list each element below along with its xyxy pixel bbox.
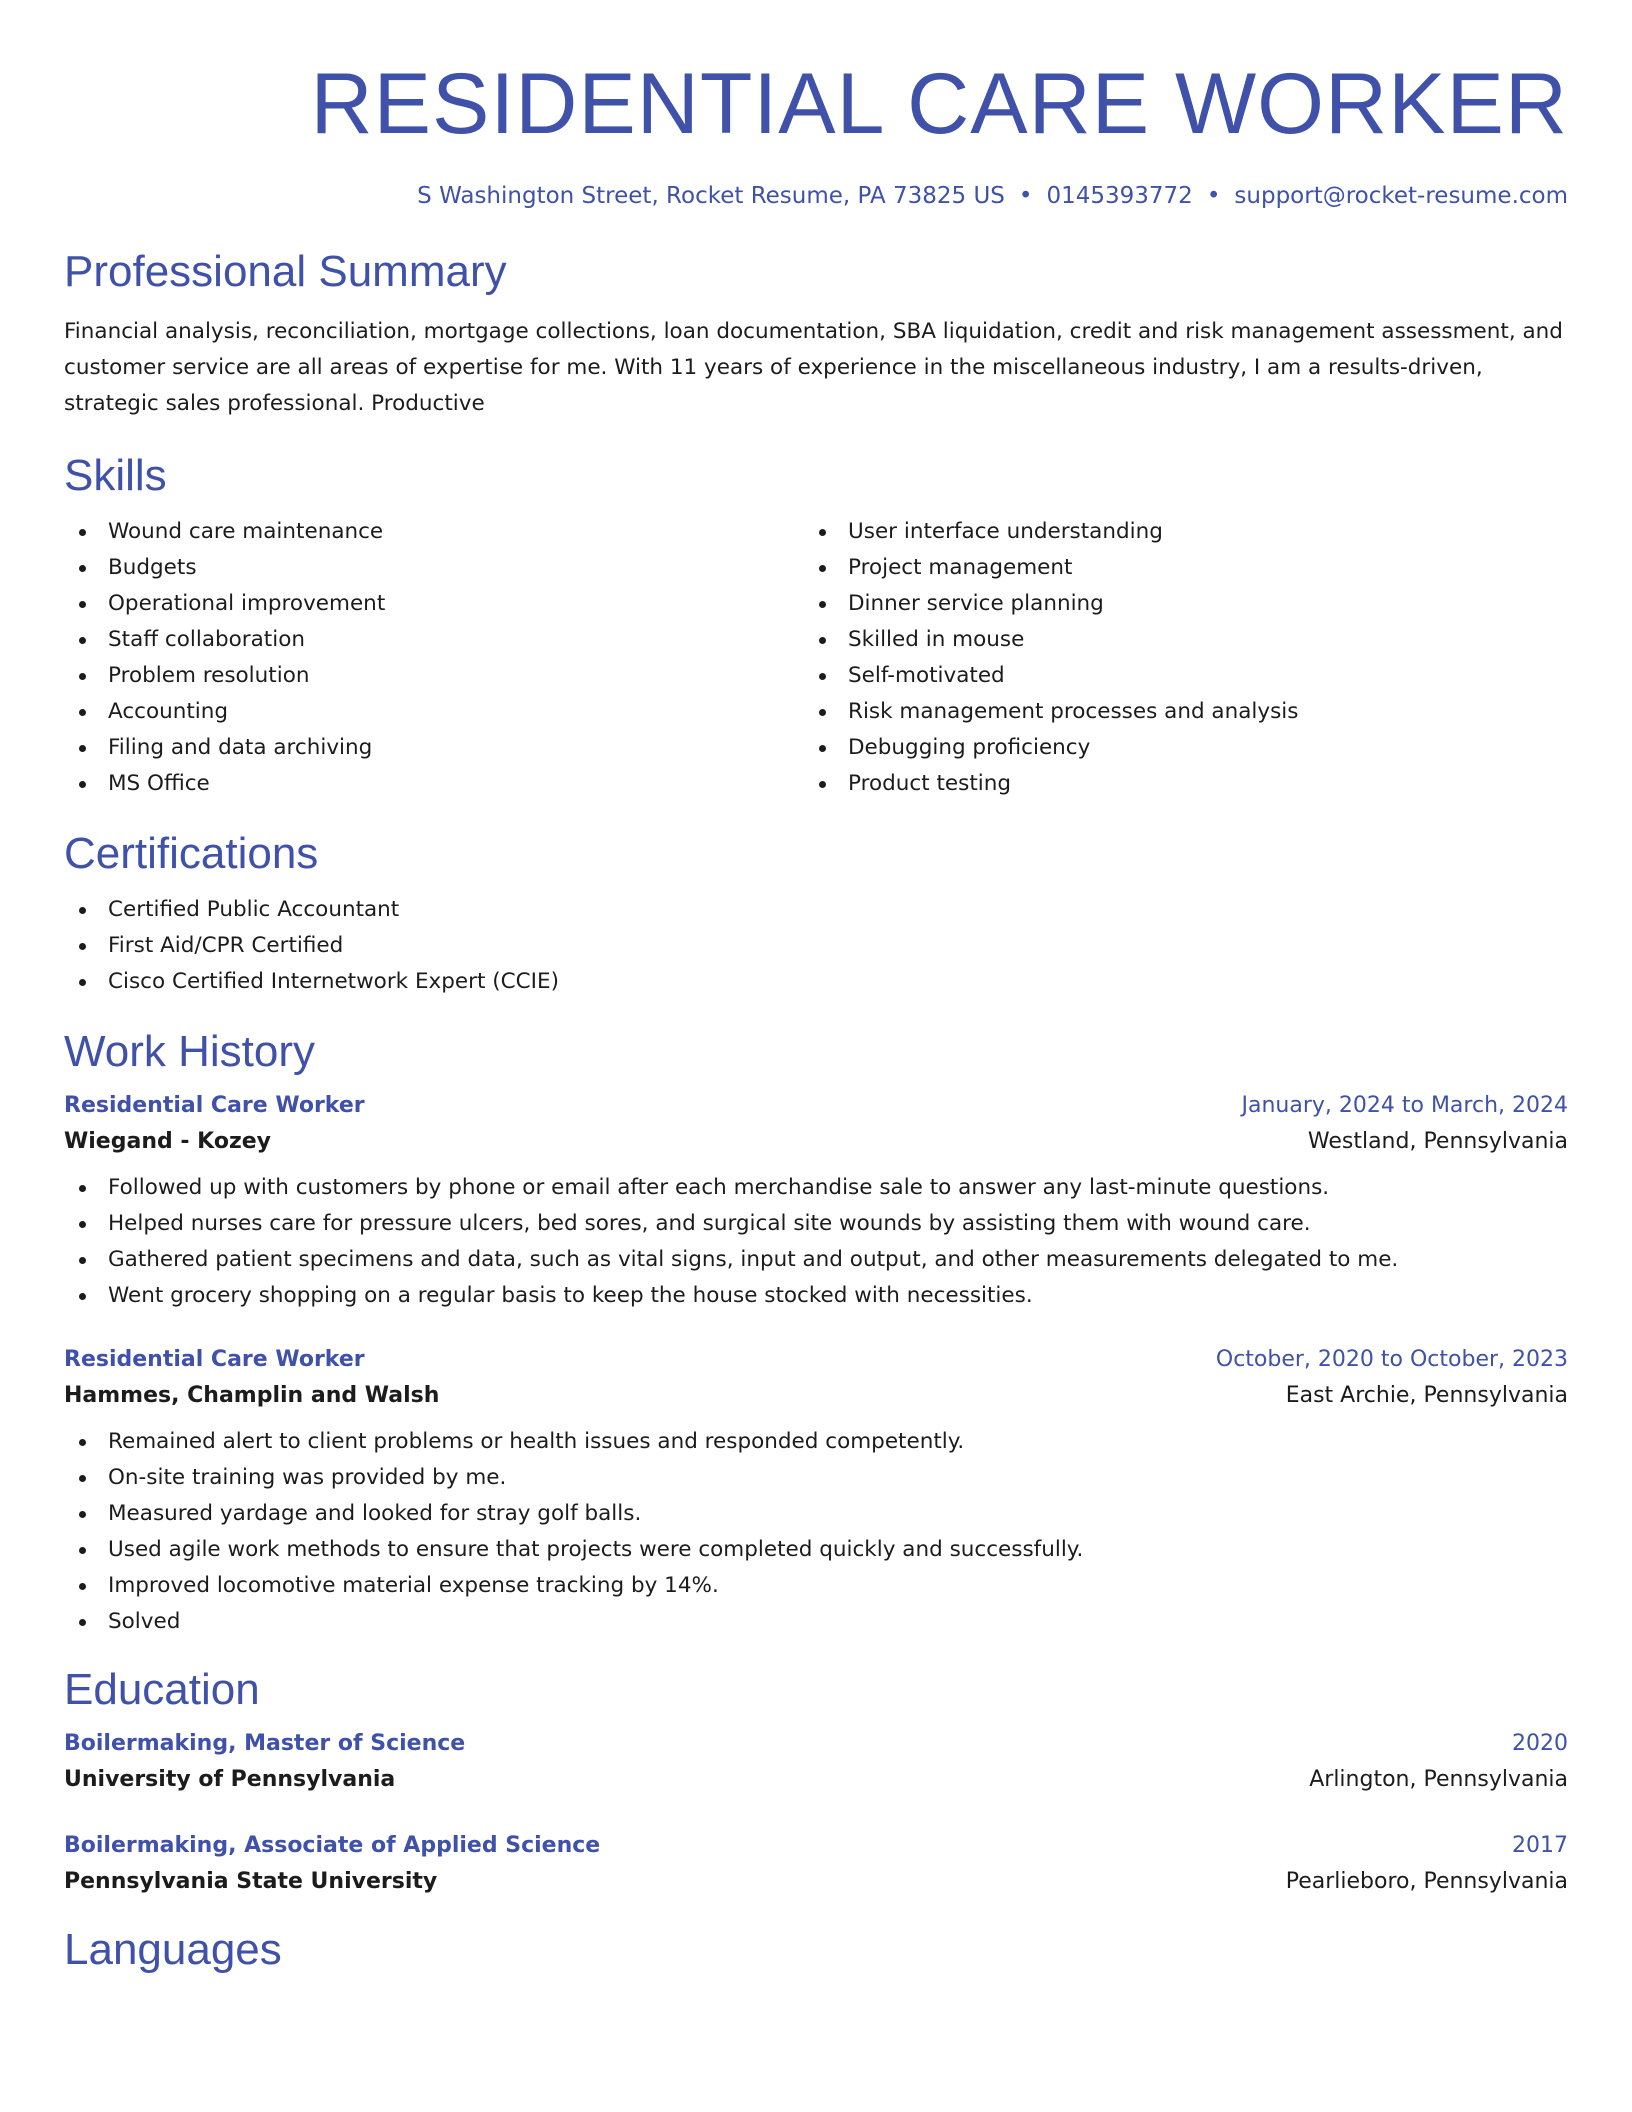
skill-item: Wound care maintenance	[64, 514, 804, 550]
skill-item: Accounting	[64, 694, 804, 730]
skill-item: Budgets	[64, 550, 804, 586]
resume-title: RESIDENTIAL CARE WORKER	[310, 56, 1568, 152]
job-bullets	[64, 1170, 1568, 1314]
job-bullet: Went grocery shopping on a regular basis to keep the house stocked with necessities.	[64, 1278, 1568, 1314]
job-bullet: Helped nurses care for pressure ulcers, bed sores, and surgical site wounds by assisting them with wound care.	[64, 1206, 1568, 1242]
education-entry	[64, 1830, 1568, 1902]
skill-item: Project management	[804, 550, 1544, 586]
education-location: Arlington, Pennsylvania	[1309, 1767, 1568, 1792]
certifications-list	[64, 892, 1568, 1000]
summary-text: Financial analysis, reconciliation, mortgage collections, loan documentation, SBA liquidation, credit and risk management assessment, and customer service are all areas of expertise for me. With 11 years of experience in the miscellaneous industry, I am a results-driven, strategic sales professional. Productive	[64, 319, 1563, 416]
job-entry	[64, 1344, 1568, 1640]
job-entry	[64, 1090, 1568, 1314]
job-bullet: Measured yardage and looked for stray golf balls.	[64, 1496, 1568, 1532]
skill-item: Skilled in mouse	[804, 622, 1544, 658]
skills-list-right	[804, 514, 1544, 802]
job-dates: October, 2020 to October, 2023	[1215, 1347, 1568, 1372]
education-entry	[64, 1728, 1568, 1800]
skills-list-left	[64, 514, 804, 802]
job-bullets	[64, 1424, 1568, 1640]
skill-item: Filing and data archiving	[64, 730, 804, 766]
job-bullet: Followed up with customers by phone or email after each merchandise sale to answer any last-minute questions.	[64, 1170, 1568, 1206]
section-heading-summary: Professional Summary	[64, 247, 507, 296]
education-section	[64, 1662, 1568, 1902]
certification-item: Certified Public Accountant	[64, 892, 1568, 928]
education-degree: Boilermaking, Associate of Applied Science	[64, 1833, 601, 1858]
section-heading-work-history: Work History	[64, 1027, 315, 1076]
contact-phone: 0145393772	[1046, 183, 1193, 209]
contact-separator: •	[1206, 183, 1221, 209]
contact-address: S Washington Street, Rocket Resume, PA 73825 US	[417, 183, 1005, 209]
education-subheader	[64, 1760, 1568, 1800]
skill-item: Staff collaboration	[64, 622, 804, 658]
job-bullet: Improved locomotive material expense tracking by 14%.	[64, 1568, 1568, 1604]
job-bullet: Used agile work methods to ensure that projects were completed quickly and successfully.	[64, 1532, 1568, 1568]
job-bullet: Remained alert to client problems or health issues and responded competently.	[64, 1424, 1568, 1460]
job-title: Residential Care Worker	[64, 1093, 365, 1118]
certification-item: Cisco Certified Internetwork Expert (CCIE)	[64, 964, 1568, 1000]
education-school: Pennsylvania State University	[64, 1869, 438, 1894]
skill-item: Debugging proficiency	[804, 730, 1544, 766]
section-heading-certifications: Certifications	[64, 829, 319, 878]
contact-line	[64, 180, 1568, 212]
work-history-section	[64, 1024, 1568, 1640]
summary-section	[64, 244, 1568, 422]
certifications-section	[64, 826, 1568, 1000]
skills-columns	[64, 514, 1568, 802]
job-title: Residential Care Worker	[64, 1347, 365, 1372]
education-year: 2017	[1512, 1833, 1568, 1858]
job-bullet: Solved	[64, 1604, 1568, 1640]
languages-section	[64, 1922, 1568, 1978]
job-subheader	[64, 1376, 1568, 1416]
skill-item: Risk management processes and analysis	[804, 694, 1544, 730]
job-dates: January, 2024 to March, 2024	[1241, 1093, 1568, 1118]
skill-item: Dinner service planning	[804, 586, 1544, 622]
job-bullet: On-site training was provided by me.	[64, 1460, 1568, 1496]
education-degree: Boilermaking, Master of Science	[64, 1731, 466, 1756]
education-header	[64, 1728, 1568, 1760]
job-location: East Archie, Pennsylvania	[1285, 1383, 1568, 1408]
contact-email[interactable]: support@rocket-resume.com	[1234, 183, 1568, 209]
skill-item: Product testing	[804, 766, 1544, 802]
job-bullet: Gathered patient specimens and data, such as vital signs, input and output, and other measurements delegated to me.	[64, 1242, 1568, 1278]
skill-item: Self-motivated	[804, 658, 1544, 694]
job-header	[64, 1344, 1568, 1376]
education-subheader	[64, 1862, 1568, 1902]
education-year: 2020	[1512, 1731, 1568, 1756]
contact-separator: •	[1018, 183, 1033, 209]
job-company: Wiegand - Kozey	[64, 1129, 272, 1154]
skill-item: User interface understanding	[804, 514, 1544, 550]
education-header	[64, 1830, 1568, 1862]
education-school: University of Pennsylvania	[64, 1767, 396, 1792]
education-location: Pearlieboro, Pennsylvania	[1285, 1869, 1568, 1894]
job-company: Hammes, Champlin and Walsh	[64, 1383, 440, 1408]
certification-item: First Aid/CPR Certified	[64, 928, 1568, 964]
section-heading-languages: Languages	[64, 1925, 282, 1974]
job-subheader	[64, 1122, 1568, 1162]
job-location: Westland, Pennsylvania	[1307, 1129, 1568, 1154]
skill-item: MS Office	[64, 766, 804, 802]
section-heading-education: Education	[64, 1665, 260, 1714]
skill-item: Problem resolution	[64, 658, 804, 694]
section-heading-skills: Skills	[64, 451, 167, 500]
skills-section	[64, 448, 1568, 802]
job-header	[64, 1090, 1568, 1122]
skill-item: Operational improvement	[64, 586, 804, 622]
